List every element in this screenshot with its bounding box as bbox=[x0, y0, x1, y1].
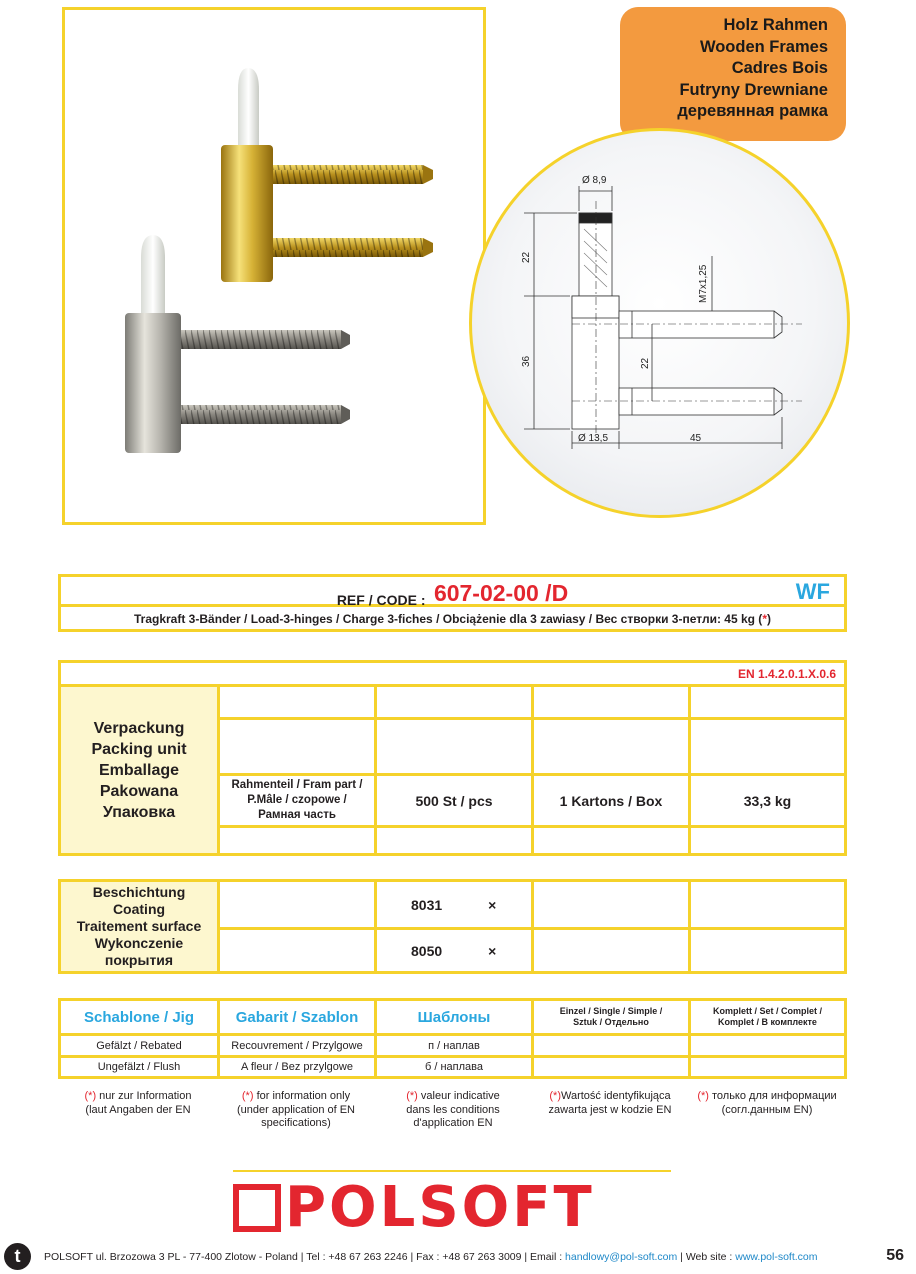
heading-line: Упаковка bbox=[102, 803, 176, 821]
dimension-drawing bbox=[472, 131, 847, 515]
load-capacity bbox=[61, 607, 844, 626]
heading-line: покрытия bbox=[104, 952, 174, 968]
heading-line: Coating bbox=[112, 901, 166, 917]
dim-thread: M7x1,25 bbox=[698, 264, 709, 303]
note-line: Wartość identyfikująca bbox=[560, 1090, 671, 1102]
part-line: P.Mâle / czopowe / bbox=[247, 794, 347, 806]
header-line: Komplet / В комплекте bbox=[718, 1017, 817, 1027]
footer-email-link[interactable]: handlowy@pol-soft.com bbox=[565, 1251, 678, 1263]
table-cell bbox=[531, 687, 688, 717]
frame-type-label bbox=[620, 7, 846, 141]
footer-web-link[interactable]: www.pol-soft.com bbox=[735, 1251, 818, 1263]
jig-cell: Gefälzt / Rebated bbox=[61, 1033, 217, 1055]
table-cell bbox=[374, 687, 531, 717]
jig-header-single bbox=[531, 1001, 688, 1033]
boxes-cell: 1 Kartons / Box bbox=[531, 773, 688, 825]
footer-web-label: | Web site : bbox=[677, 1251, 736, 1263]
table-cell bbox=[688, 1033, 844, 1055]
table-cell bbox=[688, 882, 844, 927]
load-star: * bbox=[762, 612, 767, 626]
note-line: for information only bbox=[256, 1090, 351, 1102]
coating-mark: × bbox=[488, 896, 497, 913]
coating-option bbox=[374, 882, 531, 927]
table-cell bbox=[688, 687, 844, 717]
footer-contact bbox=[44, 1251, 818, 1263]
heading-line: Verpackung bbox=[93, 719, 185, 737]
note-line: specifications) bbox=[261, 1117, 331, 1129]
logo-square-icon bbox=[233, 1184, 281, 1232]
coating-heading bbox=[61, 882, 217, 971]
table-cell bbox=[688, 927, 844, 971]
dim-pin-height: 22 bbox=[521, 251, 532, 263]
dim-screw-gap: 22 bbox=[640, 357, 651, 369]
norm-code: EN 1.4.2.0.1.X.0.6 bbox=[61, 663, 844, 687]
table-cell bbox=[374, 825, 531, 853]
label-line: деревянная рамка bbox=[677, 102, 828, 120]
footer-address: POLSOFT ul. Brzozowa 3 PL - 77-400 Zlotow - Poland | Tel : +48 67 263 2246 | Fax : +48 67 263 3009 | Email : bbox=[44, 1251, 566, 1263]
note-star: (*) bbox=[549, 1090, 561, 1102]
jig-header: Schablone / Jig bbox=[83, 1008, 195, 1026]
load-end: ) bbox=[766, 612, 771, 626]
heading-line: Pakowana bbox=[99, 782, 179, 800]
packing-heading bbox=[61, 687, 217, 853]
table-cell bbox=[688, 717, 844, 773]
load-text: Tragkraft 3-Bänder / Load-3-hinges / Charge 3-fiches / Obciążenie dla 3 zawiasy / Вес створки 3-петли: 45 kg ( bbox=[134, 612, 763, 626]
product-photo bbox=[62, 7, 486, 525]
coating-option bbox=[374, 927, 531, 971]
jig-cell: б / наплава bbox=[374, 1055, 531, 1076]
header-line: Sztuk / Отдельно bbox=[573, 1017, 649, 1027]
note-line: dans les conditions bbox=[406, 1103, 500, 1116]
table-cell bbox=[217, 687, 374, 717]
ref-tag: WF bbox=[795, 579, 830, 604]
table-cell bbox=[531, 882, 688, 927]
note-star: (*) bbox=[406, 1090, 418, 1102]
jig-cell: A fleur / Bez przylgowe bbox=[217, 1055, 374, 1076]
note-line: только для информации bbox=[711, 1090, 837, 1102]
table-cell bbox=[531, 1055, 688, 1076]
table-cell bbox=[531, 717, 688, 773]
quantity-cell: 500 St / pcs bbox=[374, 773, 531, 825]
logo-text: POLSOFT bbox=[285, 1175, 595, 1240]
page-number: 56 bbox=[886, 1247, 904, 1264]
note-line: valeur indicative bbox=[420, 1090, 500, 1102]
ref-code: 607-02-00 /D bbox=[433, 580, 569, 606]
jig-table bbox=[58, 998, 847, 1079]
coating-code: 8050 bbox=[411, 942, 443, 959]
heading-line: Traitement surface bbox=[76, 918, 202, 934]
label-line: Wooden Frames bbox=[699, 37, 828, 56]
note-line: nur zur Information bbox=[99, 1090, 192, 1102]
coating-grid bbox=[61, 882, 844, 971]
footnote-ru bbox=[692, 1090, 842, 1117]
jig-cell: Recouvrement / Przylgowe bbox=[217, 1033, 374, 1055]
note-star: (*) bbox=[697, 1090, 709, 1102]
part-cell bbox=[217, 773, 374, 825]
jig-header: Шаблоны bbox=[374, 1001, 531, 1033]
heading-line: Emballage bbox=[98, 761, 180, 779]
jig-cell: Ungefälzt / Flush bbox=[61, 1055, 217, 1076]
table-cell bbox=[688, 1055, 844, 1076]
note-line: d'application EN bbox=[413, 1117, 493, 1129]
ref-label: REF / CODE : bbox=[336, 592, 426, 608]
heading-line: Beschichtung bbox=[92, 884, 186, 900]
coating-code: 8031 bbox=[411, 896, 443, 913]
table-cell bbox=[531, 1033, 688, 1055]
reference-line bbox=[61, 577, 844, 607]
packing-grid bbox=[61, 687, 844, 853]
note-star: (*) bbox=[241, 1090, 254, 1102]
header-line: Einzel / Single / Simple / bbox=[559, 1006, 663, 1016]
header-line: Komplett / Set / Complet / bbox=[712, 1006, 822, 1016]
note-line: zawarta jest w kodzie EN bbox=[548, 1103, 672, 1116]
part-line: Rahmenteil / Fram part / bbox=[231, 779, 363, 791]
jig-header-set bbox=[688, 1001, 844, 1033]
dim-screw-length: 45 bbox=[690, 433, 702, 444]
table-cell bbox=[217, 825, 374, 853]
coating-table bbox=[58, 879, 847, 974]
weight-cell: 33,3 kg bbox=[688, 773, 844, 825]
polsoft-logo bbox=[233, 1175, 595, 1240]
packing-table bbox=[58, 660, 847, 856]
hinge-photo-illustration bbox=[65, 10, 483, 522]
label-line: Holz Rahmen bbox=[723, 16, 828, 34]
jig-grid bbox=[61, 1001, 844, 1076]
table-cell bbox=[688, 825, 844, 853]
coating-mark: × bbox=[488, 942, 497, 959]
reference-box bbox=[58, 574, 847, 632]
note-line: (согл.данным EN) bbox=[721, 1103, 813, 1116]
table-cell bbox=[531, 927, 688, 971]
company-icon: t bbox=[4, 1243, 31, 1270]
logo-divider bbox=[233, 1170, 671, 1172]
footnote-pl bbox=[535, 1090, 685, 1117]
technical-drawing bbox=[469, 128, 850, 518]
dim-body-height: 36 bbox=[521, 355, 532, 367]
table-cell bbox=[374, 717, 531, 773]
note-line: (under application of EN bbox=[236, 1103, 355, 1116]
table-cell bbox=[217, 927, 374, 971]
label-line: Cadres Bois bbox=[731, 59, 828, 77]
note-line: (laut Angaben der EN bbox=[85, 1103, 191, 1116]
footnote-en bbox=[221, 1090, 371, 1131]
table-cell bbox=[217, 717, 374, 773]
dim-body-diameter: Ø 13,5 bbox=[578, 433, 609, 444]
label-line: Futryny Drewniane bbox=[679, 80, 828, 99]
table-cell bbox=[217, 882, 374, 927]
footnote-fr bbox=[378, 1090, 528, 1131]
part-line: Рамная часть bbox=[258, 809, 336, 821]
footnote-de bbox=[63, 1090, 213, 1117]
jig-header: Gabarit / Szablon bbox=[217, 1001, 374, 1033]
note-star: (*) bbox=[84, 1090, 97, 1102]
dim-top-width: Ø 8,9 bbox=[582, 175, 607, 186]
heading-line: Wykonczenie bbox=[94, 935, 184, 951]
table-cell bbox=[531, 825, 688, 853]
jig-cell: п / наплав bbox=[374, 1033, 531, 1055]
heading-line: Packing unit bbox=[91, 740, 187, 758]
